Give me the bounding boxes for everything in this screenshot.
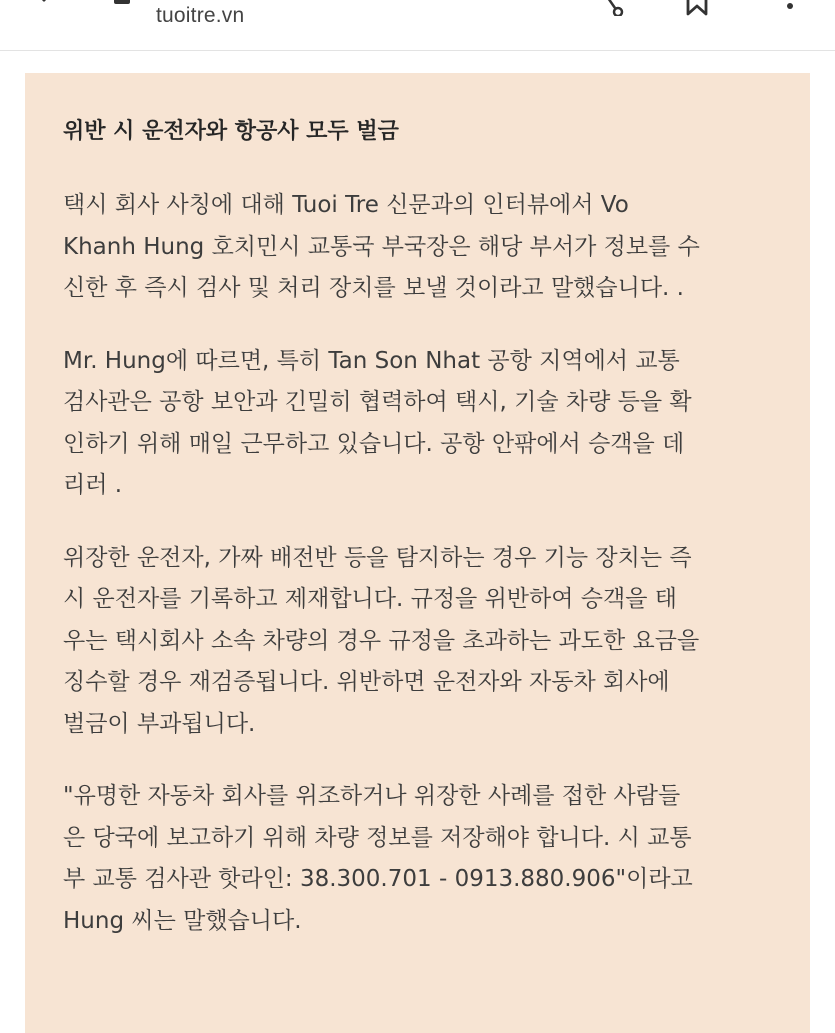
browser-top-bar	[0, 0, 835, 51]
paragraph-line: 인하기 위해 매일 근무하고 있습니다. 공항 안팎에서 승객을 데	[63, 430, 685, 457]
paragraph-line: 택시 회사 사칭에 대해 Tuoi Tre 신문과의 인터뷰에서 Vo	[63, 192, 629, 218]
paragraph-line: 부 교통 검사관 핫라인: 38.300.701 - 0913.880.906"이라고	[63, 866, 693, 892]
paragraph-list	[63, 185, 776, 942]
url-domain[interactable]: tuoitre.vn	[156, 4, 245, 27]
paragraph-line: 위장한 운전자, 가짜 배전반 등을 탐지하는 경우 기능 장치는 즉	[63, 544, 692, 571]
paragraph-line: 시 운전자를 기록하고 제재합니다. 규정을 위반하여 승객을 태	[63, 586, 677, 612]
paragraph-line: 우는 택시회사 소속 차량의 경우 규정을 초과하는 과도한 요금을	[63, 627, 700, 654]
paragraph-line: 징수할 경우 재검증됩니다. 위반하면 운전자와 자동차 회사에	[63, 669, 670, 695]
section-heading: 위반 시 운전자와 항공사 모두 벌금	[63, 119, 399, 144]
paragraph-line: 은 당국에 보고하기 위해 차량 정보를 저장해야 합니다. 시 교통	[63, 824, 692, 851]
share-icon[interactable]	[596, 0, 626, 16]
article-paragraph	[63, 185, 776, 310]
paragraph-line: 벌금이 부과됩니다.	[63, 710, 256, 737]
paragraph-line: 신한 후 즉시 검사 및 처리 장치를 보낼 것이라고 말했습니다. .	[63, 275, 684, 301]
lock-icon	[112, 0, 132, 6]
paragraph-line: 검사관은 공항 보안과 긴밀히 협력하여 택시, 기술 차량 등을 확	[63, 389, 692, 415]
paragraph-line: "유명한 자동차 회사를 위조하거나 위장한 사례를 접한 사람들	[63, 783, 681, 809]
paragraph-line: Hung 씨는 말했습니다.	[63, 907, 302, 934]
paragraph-line: Khanh Hung 호치민시 교통국 부국장은 해당 부서가 정보를 수	[63, 233, 700, 260]
article-paragraph	[63, 776, 776, 942]
paragraph-line: Mr. Hung에 따르면, 특히 Tan Son Nhat 공항 지역에서 교통	[63, 347, 680, 374]
bookmark-icon[interactable]	[682, 0, 712, 16]
article-body	[25, 73, 810, 1033]
more-options-icon[interactable]	[780, 0, 800, 16]
close-icon[interactable]	[30, 0, 60, 8]
article-paragraph	[63, 538, 776, 746]
paragraph-line: 리러 .	[63, 472, 123, 498]
article-paragraph	[63, 341, 776, 507]
